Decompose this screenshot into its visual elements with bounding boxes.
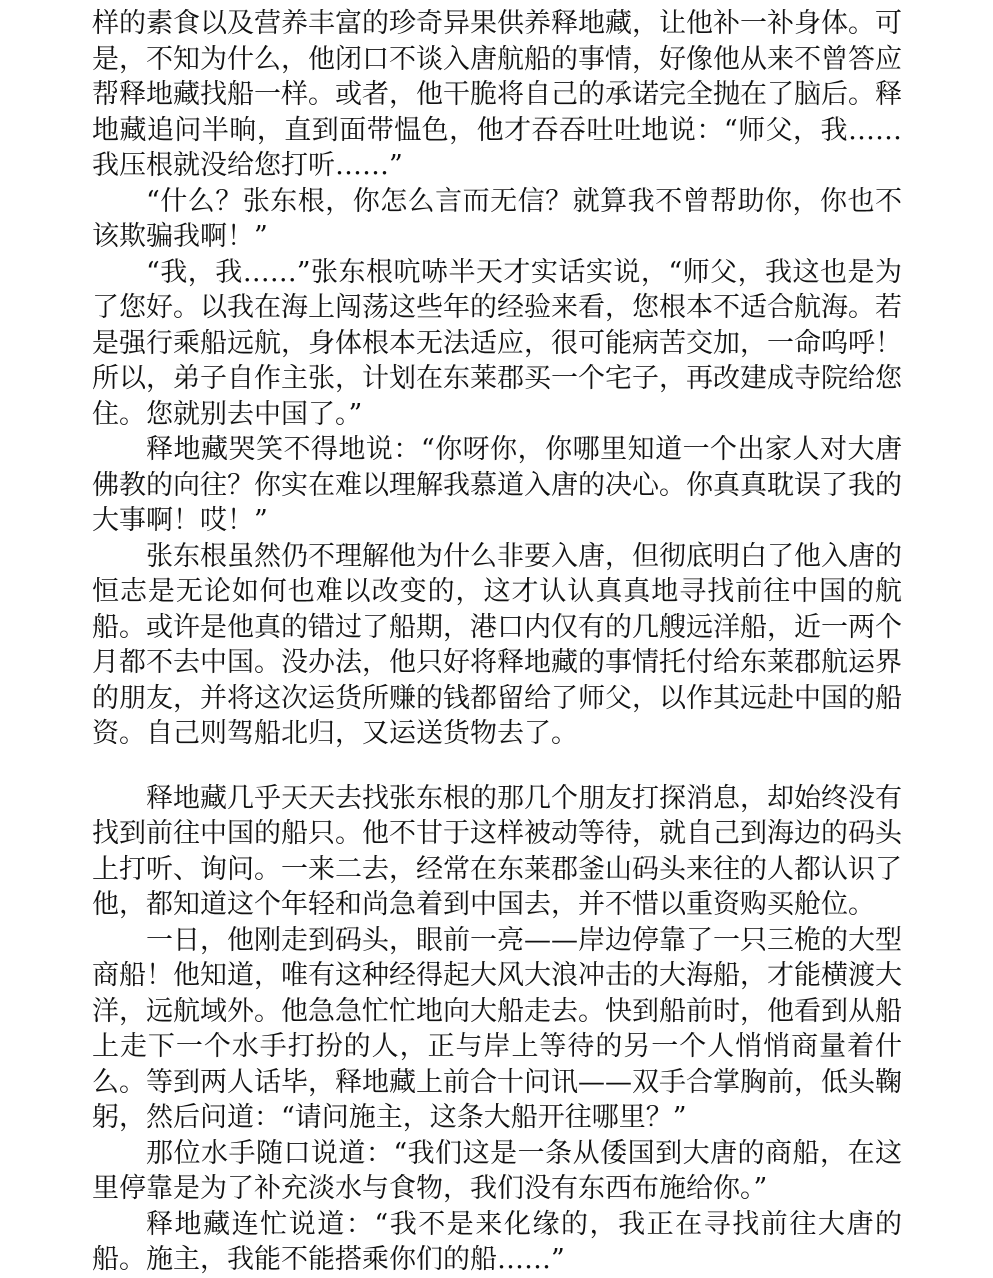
section-break xyxy=(92,752,902,781)
paragraph-dialogue-3: 释地藏哭笑不得地说：“你呀你，你哪里知道一个出家人对大唐佛教的向往？你实在难以理解我慕道入唐的决心。你真真耽误了我的大事啊！哎！” xyxy=(92,434,902,536)
paragraph-dialogue-5: 释地藏连忙说道：“我不是来化缘的，我正在寻找前往大唐的船。施主，我能不能搭乘你们的船……” xyxy=(92,1208,902,1275)
document-page xyxy=(92,6,902,1278)
paragraph-narrative-1: 张东根虽然仍不理解他为什么非要入唐，但彻底明白了他入唐的恒志是无论如何也难以改变的，这才认认真真地寻找前往中国的航船。或许是他真的错过了船期，港口内仅有的几艘远洋船，近一两个月都不去中国。没办法，他只好将释地藏的事情托付给东莱郡航运界的朋友，并将这次运货所赚的钱都留给了师父，以作其远赴中国的船资。自己则驾船北归，又运送货物去了。 xyxy=(92,540,902,749)
paragraph-continuation: 样的素食以及营养丰富的珍奇异果供养释地藏，让他补一补身体。可是，不知为什么，他闭口不谈入唐航船的事情，好像他从来不曾答应帮释地藏找船一样。或者，他干脆将自己的承诺完全抛在了脑后。释地藏追问半晌，直到面带愠色，他才吞吞吐吐地说：“师父，我……我压根就没给您打听……” xyxy=(92,8,902,181)
paragraph-dialogue-1: “什么？张东根，你怎么言而无信？就算我不曾帮助你，你也不该欺骗我啊！” xyxy=(92,185,902,252)
paragraph-dialogue-2: “我，我……”张东根吭哧半天才实话实说，“师父，我这也是为了您好。以我在海上闯荡这些年的经验来看，您根本不适合航海。若是强行乘船远航，身体根本无法适应，很可能病苦交加，一命呜呼！所以，弟子自作主张，计划在东莱郡买一个宅子，再改建成寺院给您住。您就别去中国了。” xyxy=(92,256,902,430)
paragraph-narrative-2: 释地藏几乎天天去找张东根的那几个朋友打探消息，却始终没有找到前往中国的船只。他不甘于这样被动等待，就自己到海边的码头上打听、询问。一来二去，经常在东莱郡釜山码头来往的人都认识了他，都知道这个年轻和尚急着到中国去，并不惜以重资购买舱位。 xyxy=(92,782,902,920)
paragraph-narrative-3: 一日，他刚走到码头，眼前一亮——岸边停靠了一只三桅的大型商船！他知道，唯有这种经得起大风大浪冲击的大海船，才能横渡大洋，远航域外。他急急忙忙地向大船走去。快到船前时，他看到从船上走下一个水手打扮的人，正与岸上等待的另一个人悄悄商量着什么。等到两人话毕，释地藏上前合十问讯——双手合掌胸前，低头鞠躬，然后问道：“请问施主，这条大船开往哪里？” xyxy=(92,924,902,1133)
paragraph-dialogue-4: 那位水手随口说道：“我们这是一条从倭国到大唐的商船，在这里停靠是为了补充淡水与食物，我们没有东西布施给你。” xyxy=(92,1137,902,1204)
